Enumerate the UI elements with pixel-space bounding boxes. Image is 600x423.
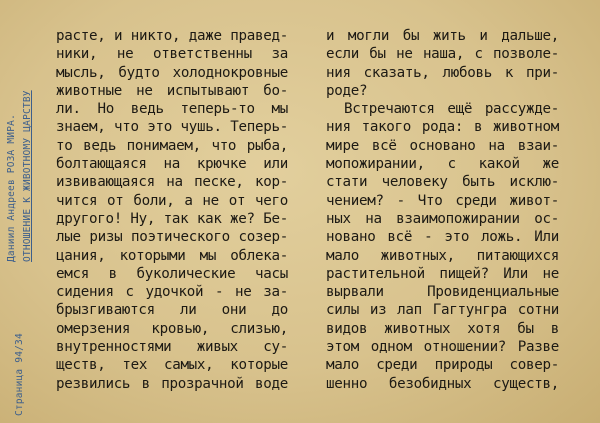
text-line: мысль, будто холоднокровные <box>56 64 288 81</box>
text-line: животные не испытывают бо- <box>56 82 288 99</box>
text-line: внутренностями живых су- <box>56 339 288 356</box>
page-number: Страница 94/34 <box>14 333 25 416</box>
text-line: роде? <box>326 82 368 99</box>
text-line: мире всё основано на взаи- <box>326 137 559 154</box>
text-line: шенно безобидных существ, <box>326 375 559 392</box>
text-line: мало среди природы совер- <box>326 357 559 374</box>
text-line: другого! Ну, так как же? Бе- <box>56 210 288 227</box>
margin-header <box>0 0 46 423</box>
text-line: если бы не наша, с позволе- <box>326 46 559 63</box>
text-line: ществ, тех самых, которые <box>56 357 288 374</box>
paragraph-start-line: Встречаются ещё рассужде- <box>344 101 559 118</box>
text-line: мопожирании, с какой же <box>326 156 559 173</box>
text-line: лые ризы поэтического созер- <box>56 229 288 246</box>
text-line: знаем, что это чушь. Теперь- <box>56 119 288 136</box>
text-line: ния такого рода: в животном <box>326 119 559 136</box>
text-line: видов животных хотя бы в <box>326 320 559 337</box>
text-line: цания, которыми мы облека- <box>56 247 288 264</box>
text-line: растительной пищей? Или не <box>326 265 559 282</box>
text-line: мало животных, питающихся <box>326 247 559 264</box>
text-line: новано всё - это ложь. Или <box>326 229 559 246</box>
text-line: болтающаяся на крючке или <box>56 156 288 173</box>
text-line: резвились в прозрачной воде <box>56 375 288 392</box>
text-line: стати человеку быть исклю- <box>326 174 559 191</box>
chapter-subtitle: ОТНОШЕНИЕ К ЖИВОТНОМУ ЦАРСТВУ <box>22 90 33 262</box>
book-author-title: Даниил Андреев РОЗА МИРА. <box>6 114 17 262</box>
text-line: емся в буколические часы <box>56 265 288 282</box>
text-line: омерзения кровью, слизью, <box>56 320 288 337</box>
text-line: извивающаяся на песке, кор- <box>56 174 288 191</box>
text-line: расте, и никто, даже правед- <box>56 28 288 44</box>
text-line: ных на взаимопожирании ос- <box>326 210 559 227</box>
text-line: этом одном отношении? Разве <box>326 339 559 356</box>
text-line: ники, не ответственны за <box>56 46 288 63</box>
text-line: ния сказать, любовь к при- <box>326 64 559 81</box>
text-line: сидения с удочкой - не за- <box>56 284 288 301</box>
text-line: чится от боли, а не от чего <box>56 192 288 209</box>
text-line: вырвали Провиденциальные <box>326 284 559 301</box>
text-line: ли. Но ведь теперь-то мы <box>56 101 288 118</box>
text-line: чением? - Что среди живот- <box>326 192 559 209</box>
text-column-left <box>56 27 288 393</box>
text-column-right <box>326 27 559 393</box>
text-line: и могли бы жить и дальше, <box>326 28 559 44</box>
text-line: силы из лап Гагтунгра сотни <box>326 302 559 319</box>
text-line: то ведь понимаем, что рыба, <box>56 137 288 154</box>
text-line: брызгиваются ли они до <box>56 302 288 319</box>
